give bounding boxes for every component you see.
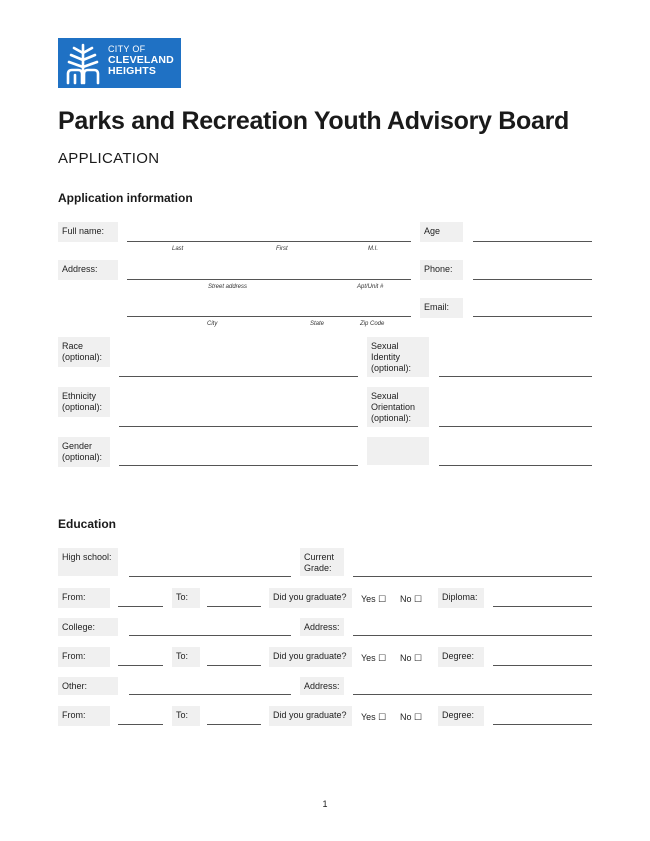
page-subtitle: APPLICATION	[58, 150, 160, 167]
other-yes-checkbox[interactable]: Yes ☐	[361, 712, 387, 722]
caption-first: First	[276, 246, 288, 252]
hs-graduate-label: Did you graduate?	[269, 588, 352, 608]
college-degree-label: Degree:	[438, 647, 484, 667]
other-from-label: From:	[58, 706, 110, 726]
logo-text	[108, 44, 174, 77]
hs-to-field[interactable]	[207, 606, 261, 607]
college-graduate-label: Did you graduate?	[269, 647, 352, 667]
sexual-identity-field[interactable]	[439, 376, 592, 377]
city-logo	[58, 38, 181, 88]
diploma-field[interactable]	[493, 606, 592, 607]
age-field[interactable]	[473, 241, 592, 242]
logo-line-1: CITY OF	[108, 44, 146, 54]
gender-field[interactable]	[119, 465, 358, 466]
hs-from-label: From:	[58, 588, 110, 608]
other-degree-label: Degree:	[438, 706, 484, 726]
caption-street: Street address	[208, 284, 248, 290]
college-to-label: To:	[172, 647, 200, 667]
caption-city: City	[207, 321, 218, 327]
caption-apt: Apt/Unit #	[357, 284, 384, 290]
hs-no-checkbox[interactable]: No ☐	[400, 594, 423, 604]
college-no-checkbox[interactable]: No ☐	[400, 653, 423, 663]
sexual-orientation-field[interactable]	[439, 426, 592, 427]
diploma-label: Diploma:	[438, 588, 484, 608]
other-to-label: To:	[172, 706, 200, 726]
sexual-identity-label: Sexual Identity (optional):	[367, 337, 429, 377]
college-degree-field[interactable]	[493, 665, 592, 666]
caption-zip: Zip Code	[360, 321, 385, 327]
age-label: Age	[420, 222, 463, 242]
phone-field[interactable]	[473, 279, 592, 280]
email-field[interactable]	[473, 316, 592, 317]
other-field[interactable]	[129, 694, 291, 695]
race-field[interactable]	[119, 376, 358, 377]
high-school-field[interactable]	[129, 576, 291, 577]
other-address-label: Address:	[300, 677, 344, 695]
college-to-field[interactable]	[207, 665, 261, 666]
phone-label: Phone:	[420, 260, 463, 280]
hs-from-field[interactable]	[118, 606, 163, 607]
caption-state: State	[310, 321, 325, 327]
college-field[interactable]	[129, 635, 291, 636]
email-label: Email:	[420, 298, 463, 318]
section-heading-education: Education	[58, 517, 117, 531]
hs-yes-checkbox[interactable]: Yes ☐	[361, 594, 387, 604]
caption-last: Last	[172, 246, 184, 252]
current-grade-label: Current Grade:	[300, 548, 344, 576]
college-from-label: From:	[58, 647, 110, 667]
high-school-label: High school:	[58, 548, 118, 576]
other-to-field[interactable]	[207, 724, 261, 725]
current-grade-field[interactable]	[353, 576, 592, 577]
logo-line-2: CLEVELAND	[108, 53, 174, 66]
ethnicity-label: Ethnicity (optional):	[58, 387, 110, 417]
college-label: College:	[58, 618, 118, 636]
gender-label: Gender (optional):	[58, 437, 110, 467]
race-label: Race (optional):	[58, 337, 110, 367]
sexual-orientation-label: Sexual Orientation (optional):	[367, 387, 429, 427]
other-graduate-label: Did you graduate?	[269, 706, 352, 726]
page-number: 1	[322, 799, 328, 809]
section-heading-application: Application information	[58, 191, 193, 205]
caption-mi: M.I.	[368, 246, 378, 252]
other-label: Other:	[58, 677, 118, 695]
other-no-checkbox[interactable]: No ☐	[400, 712, 423, 722]
address-label: Address:	[58, 260, 118, 280]
full-name-label: Full name:	[58, 222, 118, 242]
blank-field[interactable]	[439, 465, 592, 466]
logo-line-3: HEIGHTS	[108, 64, 157, 77]
page-title: Parks and Recreation Youth Advisory Board	[58, 107, 569, 135]
ethnicity-field[interactable]	[119, 426, 358, 427]
other-address-field[interactable]	[353, 694, 592, 695]
college-from-field[interactable]	[118, 665, 163, 666]
hs-to-label: To:	[172, 588, 200, 608]
other-degree-field[interactable]	[493, 724, 592, 725]
blank-label-cell	[367, 437, 429, 465]
city-state-zip-field[interactable]	[127, 316, 411, 317]
tree-icon	[62, 41, 104, 85]
college-address-field[interactable]	[353, 635, 592, 636]
college-yes-checkbox[interactable]: Yes ☐	[361, 653, 387, 663]
street-address-field[interactable]	[127, 279, 411, 280]
college-address-label: Address:	[300, 618, 344, 636]
full-name-field[interactable]	[127, 241, 411, 242]
other-from-field[interactable]	[118, 724, 163, 725]
